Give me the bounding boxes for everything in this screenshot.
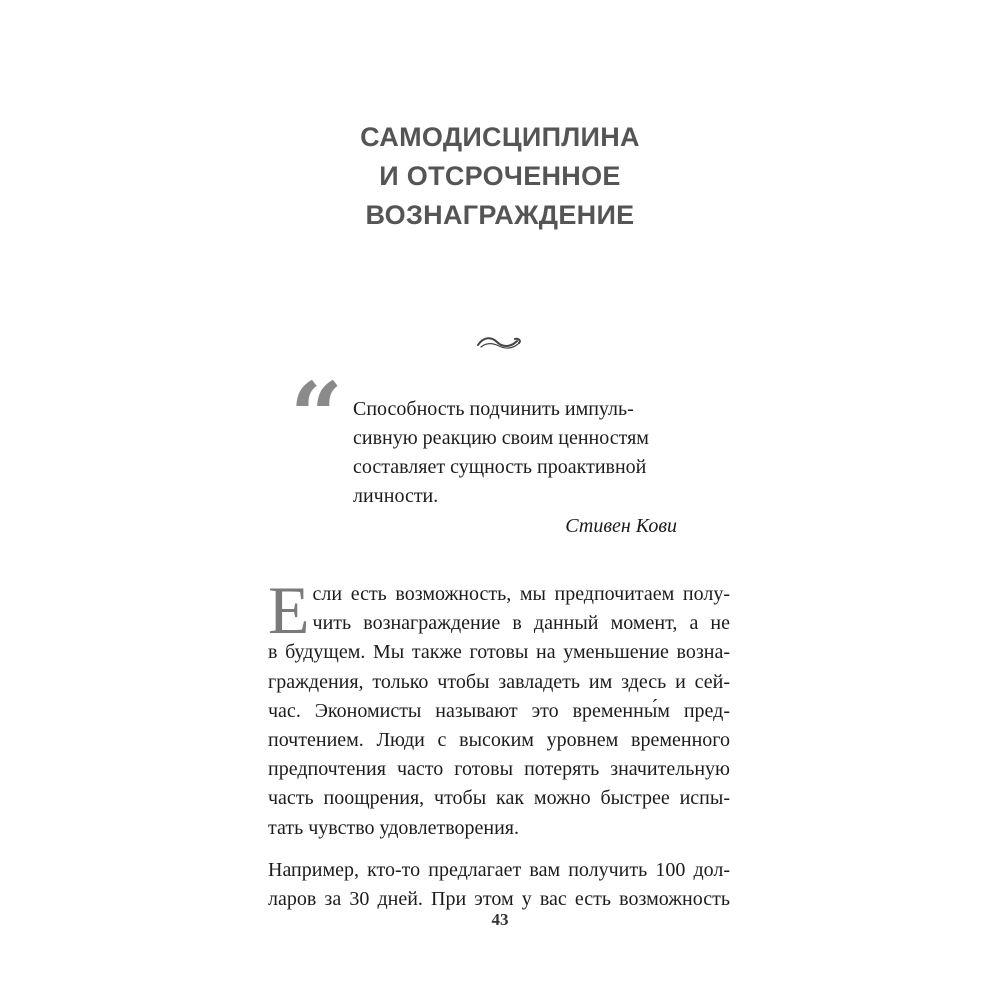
tilde-swash-ornament-icon bbox=[475, 333, 523, 353]
quote-mark-icon: “ bbox=[290, 362, 343, 470]
body-line: часть поощрения, чтобы как можно быстрее испы- bbox=[268, 787, 730, 810]
quote-line: составляет сущность проактивной bbox=[353, 456, 647, 478]
body-text bbox=[268, 572, 730, 914]
quote-line: сивную реакцию своим ценностям bbox=[353, 427, 649, 449]
body-line: ларов за 30 дней. При этом у вас есть возможность bbox=[268, 887, 730, 910]
body-line: час. Экономисты называют это временны́м пред- bbox=[268, 699, 730, 722]
body-line: чить вознаграждение в данный момент, а не bbox=[312, 612, 730, 635]
body-line: почтением. Люди с высоким уровнем временного bbox=[268, 728, 730, 751]
body-line: Например, кто-то предлагает вам получить 100 дол- bbox=[268, 858, 730, 881]
quote-author: Стивен Кови bbox=[565, 515, 677, 537]
paragraph-gap bbox=[268, 843, 730, 856]
chapter-title bbox=[250, 118, 750, 235]
chapter-title-line: ВОЗНАГРАЖДЕНИЕ bbox=[365, 200, 635, 230]
body-line: тать чувство удовлетворения. bbox=[268, 816, 519, 839]
body-line: граждения, только чтобы завладеть им здесь и сей- bbox=[268, 670, 730, 693]
chapter-title-line: И ОТСРОЧЕННОЕ bbox=[379, 161, 621, 191]
body-line: предпочтения часто готовы потерять значительную bbox=[268, 758, 730, 781]
body-line: сли есть возможность, мы предпочитаем полу- bbox=[312, 583, 730, 605]
quote-line: Способность подчинить импуль- bbox=[353, 398, 634, 420]
quote-line: личности. bbox=[353, 485, 439, 507]
epigraph-quote bbox=[353, 395, 683, 511]
page-number: 43 bbox=[491, 910, 509, 929]
chapter-title-line: САМОДИСЦИПЛИНА bbox=[360, 122, 640, 152]
drop-cap: Е bbox=[268, 572, 310, 648]
body-line: в будущем. Мы также готовы на уменьшение возна- bbox=[268, 641, 730, 664]
